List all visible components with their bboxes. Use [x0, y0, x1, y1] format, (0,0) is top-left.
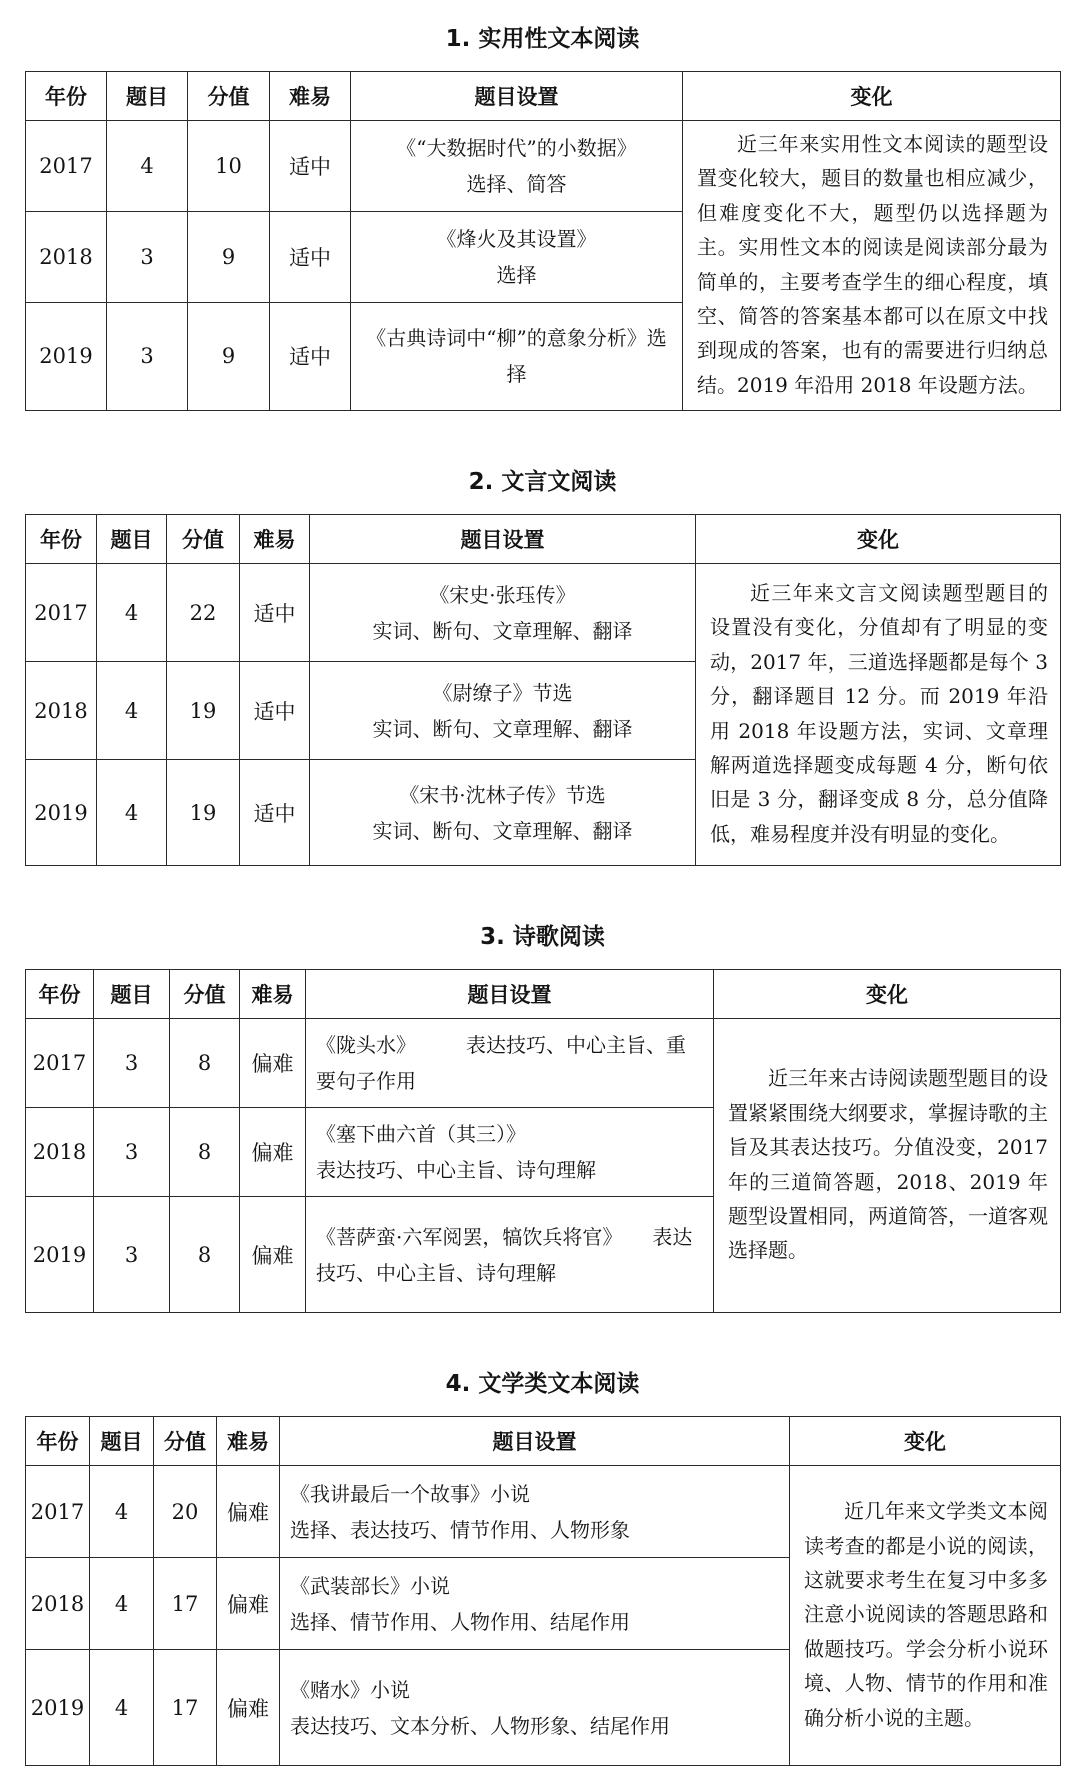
cell-difficulty: 适中 [270, 121, 351, 212]
cell-year: 2017 [26, 1019, 94, 1108]
change-paragraph: 近三年来实用性文本阅读的题型设置变化较大，题目的数量也相应减少，但难度变化不大，题型仍以选择题为主。实用性文本的阅读是阅读部分最为简单的，主要考查学生的细心程度，填空、简答的答案基本都可以在原文中找到现成的答案，也有的需要进行归纳总结。2019 年沿用 2018 年设题方法。 [697, 132, 1048, 397]
cell-question-count: 4 [97, 662, 167, 760]
cell-score: 10 [188, 121, 270, 212]
cell-score: 8 [170, 1019, 240, 1108]
setup-line: 实词、断句、文章理解、翻译 [372, 618, 633, 643]
cell-score: 19 [167, 662, 240, 760]
cell-question-count: 4 [90, 1558, 154, 1650]
table-row [26, 1019, 1061, 1108]
table-title-classical: 2. 文言文阅读 [468, 469, 617, 496]
cell-difficulty: 偏难 [217, 1650, 280, 1766]
cell-change [683, 121, 1061, 411]
cell-question-setup [310, 564, 696, 662]
cell-difficulty: 偏难 [240, 1108, 306, 1197]
header-difficulty: 难易 [240, 515, 310, 564]
setup-line: 选择、表达技巧、情节作用、人物形象 [290, 1517, 630, 1542]
cell-question-setup [306, 1108, 714, 1197]
setup-line: 《陇头水》 表达技巧、中心主旨、重要句子作用 [316, 1033, 686, 1094]
cell-year: 2017 [26, 564, 97, 662]
cell-question-count: 3 [94, 1019, 170, 1108]
cell-year: 2019 [26, 1197, 94, 1313]
cell-score: 9 [188, 302, 270, 410]
header-change: 变化 [714, 970, 1061, 1019]
cell-question-count: 4 [90, 1650, 154, 1766]
header-score: 分值 [167, 515, 240, 564]
cell-year: 2019 [26, 1650, 90, 1766]
table-title-poetry: 3. 诗歌阅读 [480, 924, 605, 951]
cell-difficulty: 适中 [240, 760, 310, 866]
table-row [26, 564, 1061, 662]
cell-score: 17 [154, 1558, 217, 1650]
section-practical-text [25, 20, 1060, 411]
cell-question-setup [351, 302, 683, 410]
header-score: 分值 [154, 1417, 217, 1466]
header-row [26, 72, 1061, 121]
header-question-setup: 题目设置 [306, 970, 714, 1019]
cell-year: 2018 [26, 1108, 94, 1197]
poetry-table [25, 969, 1061, 1313]
cell-question-setup [310, 760, 696, 866]
header-score: 分值 [170, 970, 240, 1019]
setup-line: 《烽火及其设置》 [436, 226, 597, 251]
setup-line: 选择 [496, 262, 537, 287]
cell-difficulty: 偏难 [240, 1197, 306, 1313]
cell-difficulty: 偏难 [217, 1466, 280, 1558]
cell-year: 2019 [26, 760, 97, 866]
setup-line: 实词、断句、文章理解、翻译 [372, 818, 633, 843]
cell-score: 20 [154, 1466, 217, 1558]
cell-change [696, 564, 1061, 866]
setup-line: 《赌水》小说 [290, 1677, 410, 1702]
setup-line: 《尉缭子》节选 [432, 680, 573, 705]
header-difficulty: 难易 [240, 970, 306, 1019]
header-change: 变化 [696, 515, 1061, 564]
table-row [26, 121, 1061, 212]
setup-line: 《古典诗词中“柳”的意象分析》选择 [366, 326, 667, 387]
cell-score: 9 [188, 211, 270, 302]
table-row [26, 1466, 1061, 1558]
cell-year: 2018 [26, 1558, 90, 1650]
cell-question-setup [306, 1019, 714, 1108]
header-row [26, 1417, 1061, 1466]
cell-difficulty: 适中 [240, 564, 310, 662]
cell-question-setup [280, 1558, 790, 1650]
setup-line: 《塞下曲六首（其三）》 [316, 1122, 526, 1147]
section-literary-text [25, 1365, 1060, 1766]
cell-question-count: 3 [107, 211, 188, 302]
cell-difficulty: 适中 [270, 211, 351, 302]
cell-year: 2017 [26, 1466, 90, 1558]
cell-question-setup [310, 662, 696, 760]
header-year: 年份 [26, 515, 97, 564]
setup-line: 表达技巧、文本分析、人物形象、结尾作用 [290, 1713, 670, 1738]
setup-line: 实词、断句、文章理解、翻译 [372, 716, 633, 741]
header-year: 年份 [26, 72, 107, 121]
cell-score: 17 [154, 1650, 217, 1766]
change-paragraph: 近三年来文言文阅读题型题目的设置没有变化，分值却有了明显的变动，2017 年，三道选择题都是每个 3 分，翻译题目 12 分。而 2019 年沿用 2018 年设题方法，实词、文章理解两道选择题变成每题 4 分，断句依旧是 3 分，翻译变成 8 分，总分值降低，难易程度并没有明显的变化。 [710, 581, 1048, 846]
header-year: 年份 [26, 970, 94, 1019]
cell-question-setup [306, 1197, 714, 1313]
header-change: 变化 [683, 72, 1061, 121]
header-row [26, 970, 1061, 1019]
header-question-count: 题目 [94, 970, 170, 1019]
header-question-count: 题目 [97, 515, 167, 564]
practical-text-table [25, 71, 1061, 411]
cell-year: 2019 [26, 302, 107, 410]
header-question-count: 题目 [90, 1417, 154, 1466]
cell-question-setup [280, 1650, 790, 1766]
setup-line: 《宋史·张珏传》 [429, 582, 576, 607]
header-difficulty: 难易 [270, 72, 351, 121]
setup-line: 《武装部长》小说 [290, 1573, 450, 1598]
change-paragraph: 近几年来文学类文本阅读考查的都是小说的阅读，这就要求考生在复习中多多注意小说阅读的答题思路和做题技巧。学会分析小说环境、人物、情节的作用和准确分析小说的主题。 [804, 1499, 1048, 1730]
header-year: 年份 [26, 1417, 90, 1466]
setup-line: 《我讲最后一个故事》小说 [290, 1481, 530, 1506]
cell-question-count: 3 [94, 1197, 170, 1313]
cell-score: 19 [167, 760, 240, 866]
setup-line: 表达技巧、中心主旨、诗句理解 [316, 1158, 596, 1183]
cell-year: 2017 [26, 121, 107, 212]
cell-difficulty: 偏难 [240, 1019, 306, 1108]
header-score: 分值 [188, 72, 270, 121]
classical-chinese-table [25, 514, 1061, 866]
cell-question-count: 4 [97, 564, 167, 662]
cell-question-count: 4 [90, 1466, 154, 1558]
table-title-practical: 1. 实用性文本阅读 [445, 26, 640, 52]
literary-text-table [25, 1416, 1061, 1766]
header-difficulty: 难易 [217, 1417, 280, 1466]
cell-score: 8 [170, 1108, 240, 1197]
table-title-literary: 4. 文学类文本阅读 [445, 1371, 640, 1398]
cell-question-setup [351, 121, 683, 212]
header-change: 变化 [790, 1417, 1061, 1466]
cell-question-count: 3 [94, 1108, 170, 1197]
header-question-setup: 题目设置 [310, 515, 696, 564]
cell-year: 2018 [26, 662, 97, 760]
cell-question-count: 4 [107, 121, 188, 212]
cell-question-count: 3 [107, 302, 188, 410]
setup-line: 选择、情节作用、人物作用、结尾作用 [290, 1609, 630, 1634]
cell-question-count: 4 [97, 760, 167, 866]
header-row [26, 515, 1061, 564]
cell-difficulty: 适中 [270, 302, 351, 410]
change-paragraph: 近三年来古诗阅读题型题目的设置紧紧围绕大纲要求，掌握诗歌的主旨及其表达技巧。分值没变，2017 年的三道简答题，2018、2019 年题型设置相同，两道简答，一道客观选择题。 [728, 1066, 1048, 1263]
cell-year: 2018 [26, 211, 107, 302]
section-classical-chinese [25, 463, 1060, 866]
cell-question-setup [351, 211, 683, 302]
cell-score: 22 [167, 564, 240, 662]
section-poetry [25, 918, 1060, 1313]
cell-change [790, 1466, 1061, 1766]
cell-change [714, 1019, 1061, 1313]
header-question-setup: 题目设置 [280, 1417, 790, 1466]
header-question-count: 题目 [107, 72, 188, 121]
cell-question-setup [280, 1466, 790, 1558]
header-question-setup: 题目设置 [351, 72, 683, 121]
setup-line: 《菩萨蛮·六军阅罢，犒饮兵将官》 表达技巧、中心主旨、诗句理解 [316, 1224, 693, 1285]
cell-difficulty: 适中 [240, 662, 310, 760]
setup-line: 《宋书·沈林子传》节选 [399, 782, 606, 807]
cell-difficulty: 偏难 [217, 1558, 280, 1650]
setup-line: 选择、简答 [466, 171, 567, 196]
setup-line: 《“大数据时代”的小数据》 [396, 135, 637, 160]
cell-score: 8 [170, 1197, 240, 1313]
